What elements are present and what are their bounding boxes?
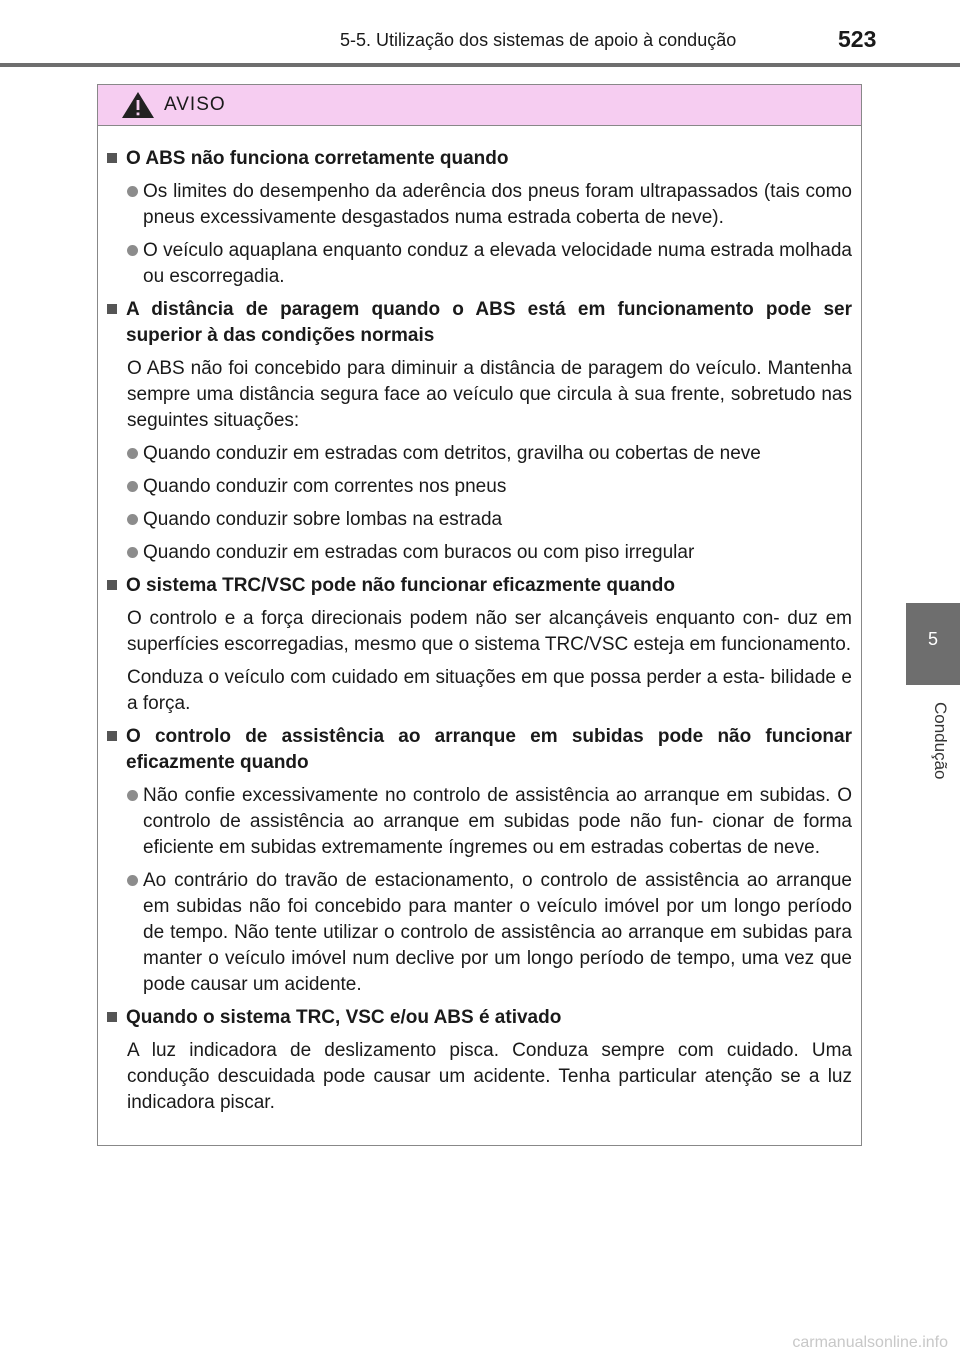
section-paragraph: Conduza o veículo com cuidado em situações em que possa perder a esta- bilidade e a força.: [127, 667, 852, 714]
square-bullet-icon: [107, 731, 117, 741]
square-bullet-icon: [107, 304, 117, 314]
circle-bullet-icon: [127, 448, 138, 459]
page-number: 523: [838, 26, 877, 52]
section-heading-text: O controlo de assistência ao arranque em subidas pode não funcionar eficazmente quando: [126, 726, 852, 773]
circle-bullet-icon: [127, 481, 138, 492]
section-heading-text: Quando o sistema TRC, VSC e/ou ABS é ativado: [126, 1007, 562, 1028]
section-heading: [107, 146, 852, 172]
square-bullet-icon: [107, 580, 117, 590]
list-item: [127, 179, 852, 231]
header-rule: [0, 63, 960, 67]
warning-body: [98, 126, 861, 1116]
list-item: [127, 868, 852, 998]
section-paragraph: O controlo e a força direcionais podem não ser alcançáveis enquanto con- duz em superfícies escorregadias, mesmo que o sistema TRC/VSC esteja em funcionamento.: [127, 608, 852, 655]
circle-bullet-icon: [127, 547, 138, 558]
circle-bullet-icon: [127, 790, 138, 801]
section-heading-text: O ABS não funciona corretamente quando: [126, 148, 509, 169]
list-item: [127, 783, 852, 861]
warning-title: AVISO: [164, 94, 226, 115]
warning-triangle-icon: [120, 90, 156, 120]
list-item-text: Os limites do desempenho da aderência dos pneus foram ultrapassados (tais como pneus excessivamente desgastados numa estrada coberta de neve).: [143, 181, 852, 228]
list-item: [127, 441, 852, 467]
list-item-text: O veículo aquaplana enquanto conduz a elevada velocidade numa estrada molhada ou escorregadia.: [143, 240, 852, 287]
square-bullet-icon: [107, 1012, 117, 1022]
chapter-number: 5: [927, 629, 938, 649]
list-item-text: Quando conduzir em estradas com buracos ou com piso irregular: [143, 542, 695, 563]
section-paragraph: A luz indicadora de deslizamento pisca. Conduza sempre com cuidado. Uma condução descuidada pode causar um acidente. Tenha particular atenção se a luz indicadora piscar.: [127, 1040, 852, 1113]
section-heading-text: O sistema TRC/VSC pode não funcionar eficazmente quando: [126, 575, 675, 596]
circle-bullet-icon: [127, 875, 138, 886]
section-heading: [107, 573, 852, 599]
list-item-text: Não confie excessivamente no controlo de assistência ao arranque em subidas. O controlo de assistência ao arranque em subidas pode não fun- cionar de forma eficiente em subidas extremamente íngremes ou em estradas cobertas de neve.: [143, 785, 852, 858]
section-heading-text: A distância de paragem quando o ABS está em funcionamento pode ser superior à das condições normais: [126, 299, 852, 346]
list-item: [127, 238, 852, 290]
list-item: [127, 540, 852, 566]
warning-header: [98, 85, 861, 126]
circle-bullet-icon: [127, 514, 138, 525]
running-header-title: 5-5. Utilização dos sistemas de apoio à condução: [340, 30, 737, 50]
circle-bullet-icon: [127, 245, 138, 256]
section-heading: [107, 1005, 852, 1031]
list-item: [127, 507, 852, 533]
list-item: [127, 474, 852, 500]
warning-box: [97, 84, 862, 1146]
square-bullet-icon: [107, 153, 117, 163]
chapter-tab[interactable]: [906, 603, 960, 685]
list-item-text: Quando conduzir em estradas com detritos, gravilha ou cobertas de neve: [143, 443, 761, 464]
list-item-text: Quando conduzir com correntes nos pneus: [143, 476, 507, 497]
section-heading: [107, 724, 852, 776]
section-heading: [107, 297, 852, 349]
circle-bullet-icon: [127, 186, 138, 197]
footer-watermark: carmanualsonline.info: [792, 1334, 948, 1351]
section-paragraph: O ABS não foi concebido para diminuir a distância de paragem do veículo. Mantenha sempre uma distância segura face ao veículo que circula à sua frente, sobretudo nas seguintes situações:: [127, 358, 852, 431]
list-item-text: Ao contrário do travão de estacionamento, o controlo de assistência ao arranque em subidas não foi concebido para manter o veículo imóvel por um longo período de tempo. Não tente utilizar o controlo de assistência ao arranque em subidas para manter o veículo imóvel num declive por um longo período de tempo, uma vez que pode causar um acidente.: [143, 870, 852, 995]
list-item-text: Quando conduzir sobre lombas na estrada: [143, 509, 503, 530]
chapter-label: Condução: [931, 702, 950, 780]
